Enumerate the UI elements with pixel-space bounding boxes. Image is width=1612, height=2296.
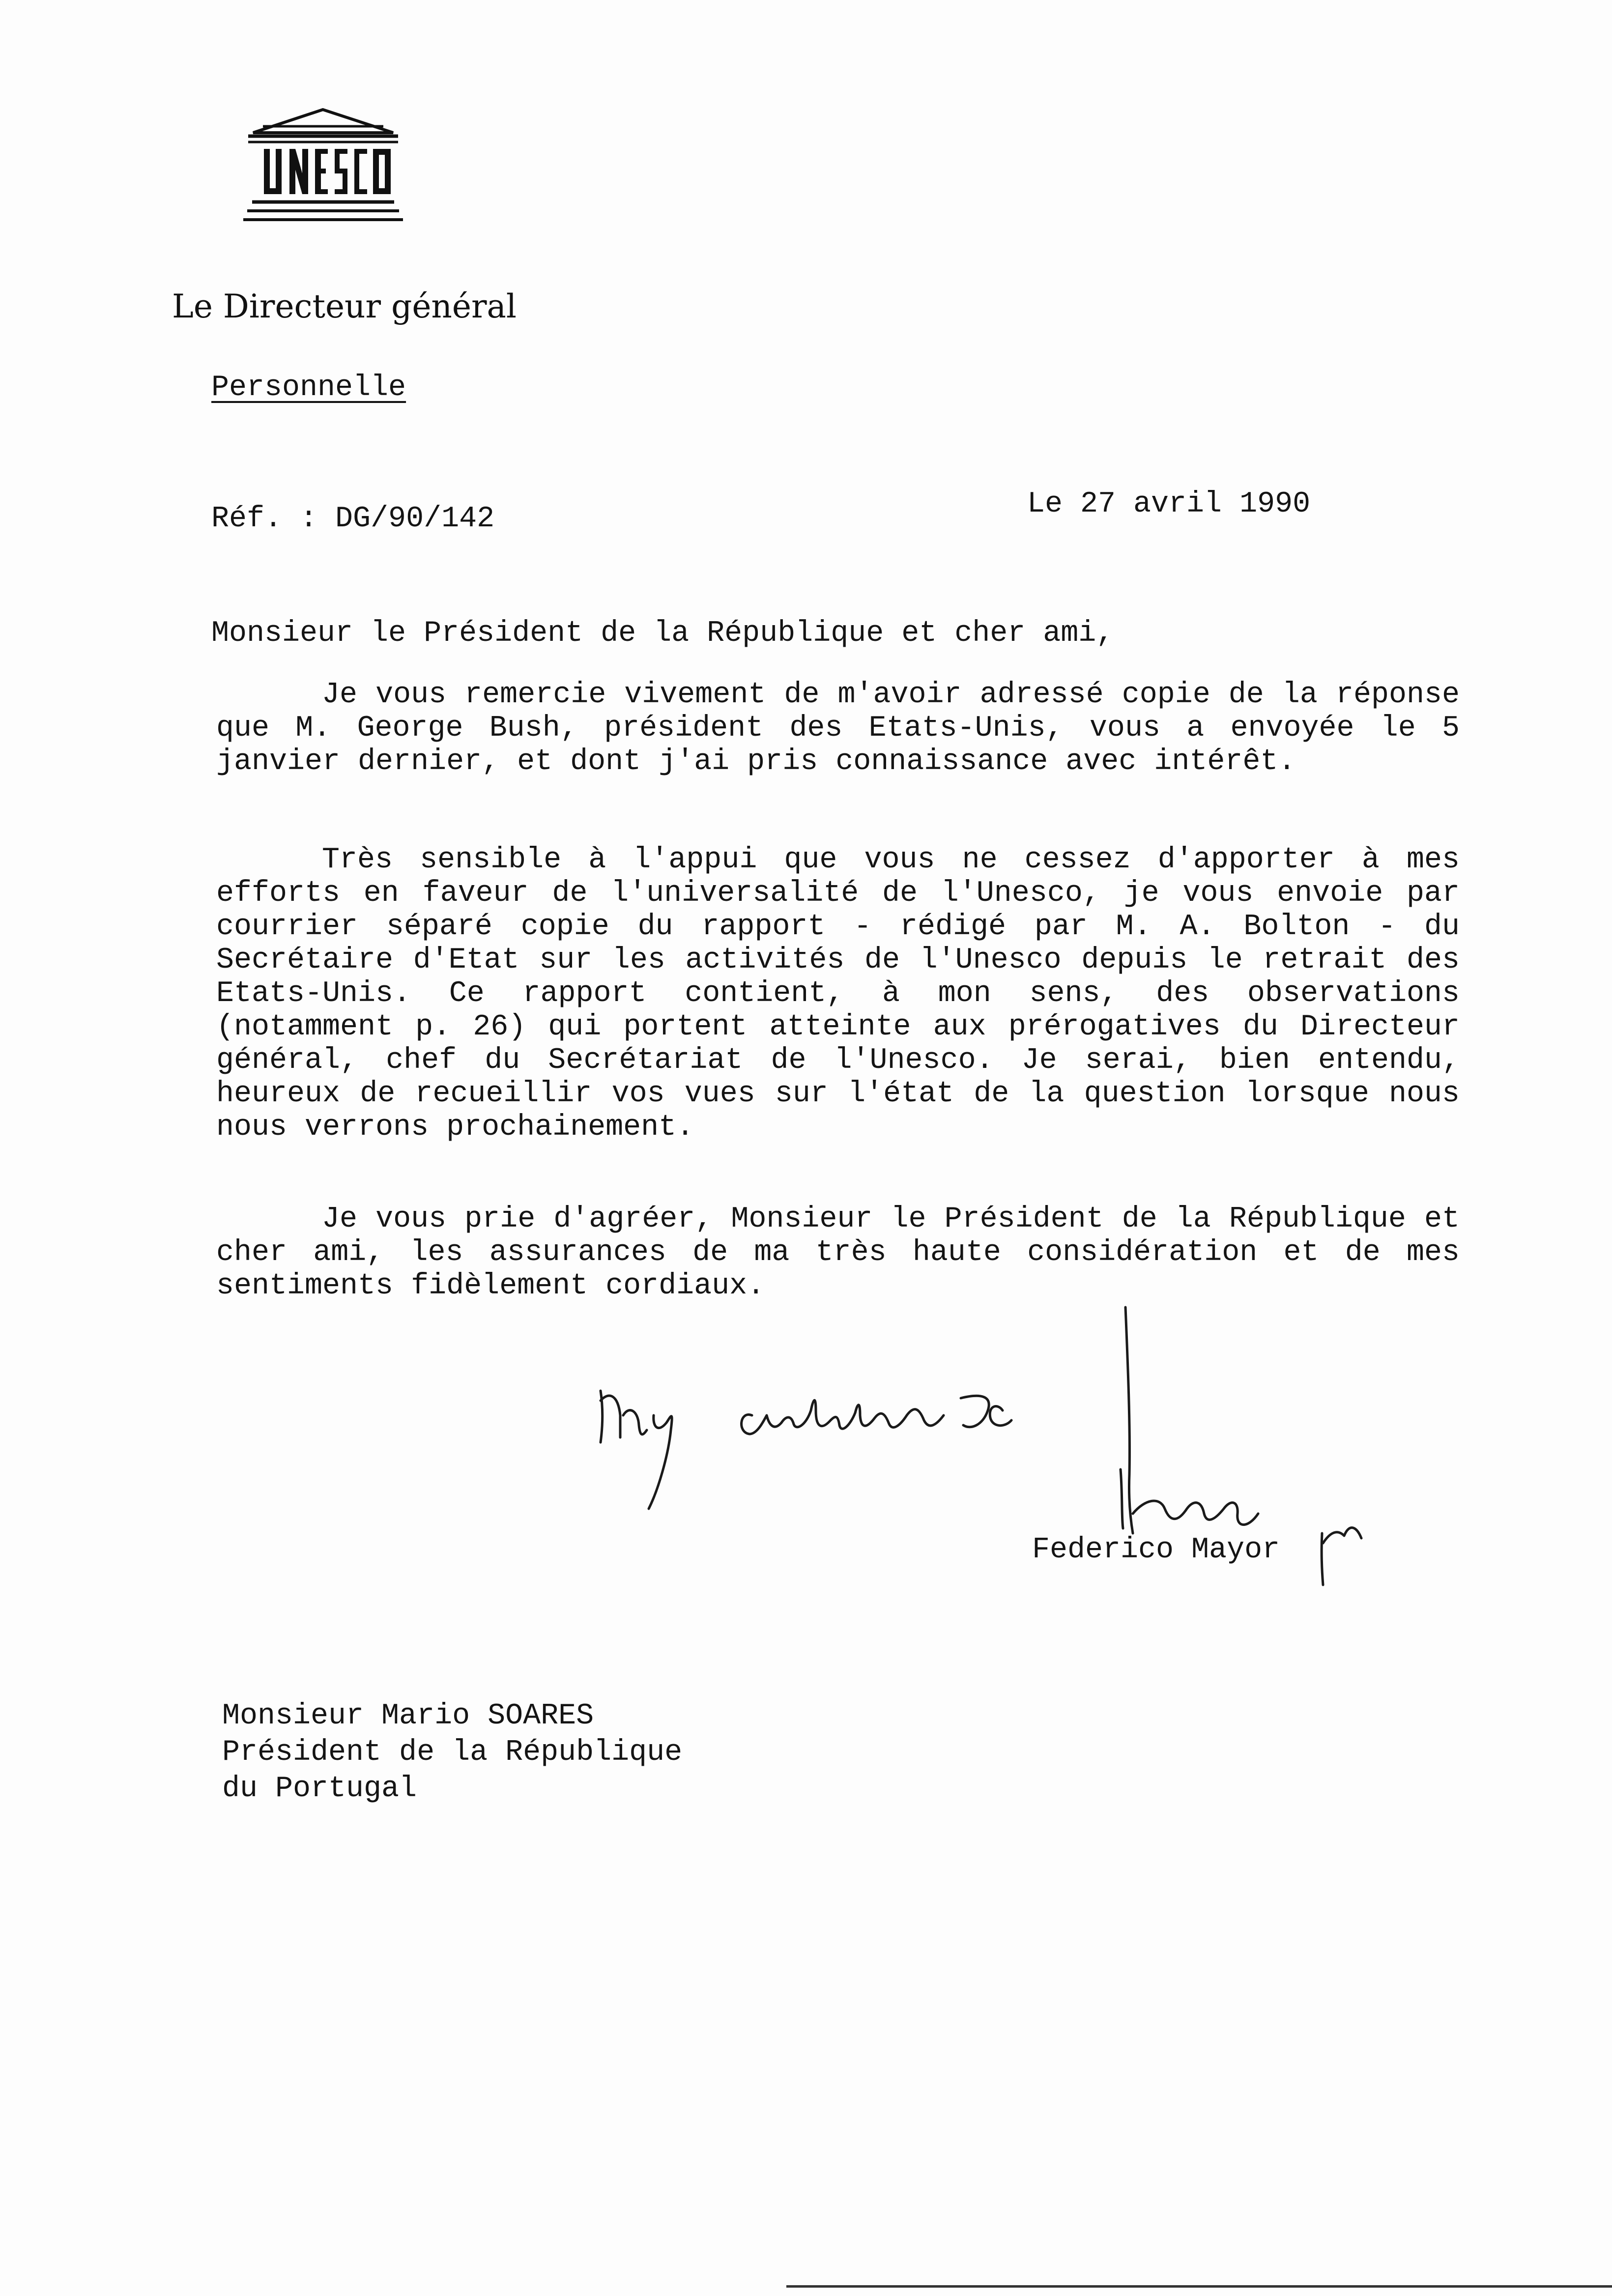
handwritten-note-stroke [601,1391,672,1509]
recipient-title: Président de la République [222,1736,683,1769]
letterhead-title: Le Directeur général [172,287,517,325]
recipient-block [222,1698,682,1807]
paragraph-3: Je vous prie d'agréer, Monsieur le Président de la République et cher ami, les assurances de ma très haute considération et de mes sentiments fidèlement cordiaux. [216,1203,1460,1303]
classification-label: Personnelle [211,371,406,404]
letter-date: Le 27 avril 1990 [1027,488,1311,521]
unesco-temple-icon [243,106,403,226]
unesco-logo [243,106,403,226]
page-edge-line [786,2285,1612,2288]
paragraph-1: Je vous remercie vivement de m'avoir adressé copie de la réponse que M. George Bush, président des Etats-Unis, vous a envoyée le 5 janvier dernier, et dont j'ai pris connaissance avec intérêt. [216,678,1460,778]
reference-number: Réf. : DG/90/142 [211,502,495,536]
signatory-name: Federico Mayor [1032,1533,1280,1567]
recipient-country: du Portugal [222,1772,417,1806]
recipient-name: Monsieur Mario SOARES [222,1699,594,1733]
salutation: Monsieur le Président de la République et cher ami, [211,617,1114,650]
paragraph-2: Très sensible à l'appui que vous ne cessez d'apporter à mes efforts en faveur de l'universalité de l'Unesco, je vous envoie par courrier séparé copie du rapport - rédigé par M. A. Bolton - du Secrétaire d'Etat sur les activités de l'Unesco depuis le retrait des Etats-Unis. Ce rapport contient, à mon sens, des observations (notamment p. 26) qui portent atteinte aux prérogatives du Directeur général, chef du Secrétariat de l'Unesco. Je serai, bien entendu, heureux de recueillir vos vues sur l'état de la question lorsque nous nous verrons prochainement. [216,843,1460,1144]
